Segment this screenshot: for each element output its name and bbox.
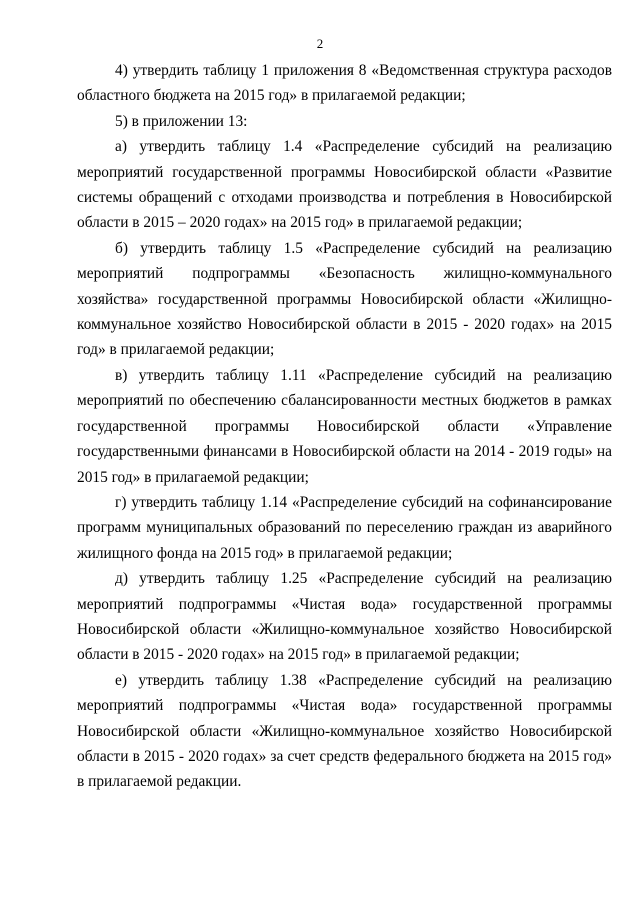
paragraph-subitem-a: а) утвердить таблицу 1.4 «Распределение субсидий на реализацию мероприятий государственной программы Новосибирской области «Развитие системы обращений с отходами производства и потребления в Новосибирской области в 2015 – 2020 годах» на 2015 год» в прилагаемой редакции; xyxy=(77,138,612,232)
paragraph-subitem-d: д) утвердить таблицу 1.25 «Распределение субсидий на реализацию мероприятий подпрограммы «Чистая вода» государственной программы Новосибирской области «Жилищно-коммунальное хозяйство Новосибирской области в 2015 - 2020 годах» на 2015 год» в прилагаемой редакции; xyxy=(77,570,612,664)
paragraph-subitem-e: е) утвердить таблицу 1.38 «Распределение субсидий на реализацию мероприятий подпрограммы «Чистая вода» государственной программы Новосибирской области «Жилищно-коммунальное хозяйство Новосибирской области в 2015 - 2020 годах» за счет средств федерального бюджета на 2015 год» в прилагаемой редакции. xyxy=(77,671,612,791)
paragraph-subitem-g: г) утвердить таблицу 1.14 «Распределение субсидий на софинансирование программ муниципальных образований по переселению граждан из аварийного жилищного фонда на 2015 год» в прилагаемой редакции; xyxy=(77,493,612,562)
document-body xyxy=(77,58,612,795)
paragraph-subitem-v: в) утвердить таблицу 1.11 «Распределение субсидий на реализацию мероприятий по обеспечению сбалансированности местных бюджетов в рамках государственной программы Новосибирской области «Управление государственными финансами в Новосибирской области на 2014 - 2019 годы» на 2015 год» в прилагаемой редакции; xyxy=(77,366,612,486)
paragraph-item-4: 4) утвердить таблицу 1 приложения 8 «Ведомственная структура расходов областного бюджета на 2015 год» в прилагаемой редакции; xyxy=(77,62,612,105)
paragraph-item-5: 5) в приложении 13: xyxy=(115,112,248,130)
paragraph-subitem-b: б) утвердить таблицу 1.5 «Распределение субсидий на реализацию мероприятий подпрограммы «Безопасность жилищно-коммунального хозяйства» государственной программы Новосибирской области «Жилищно-коммунальное хозяйство Новосибирской области в 2015 - 2020 годах» на 2015 год» в прилагаемой редакции; xyxy=(77,239,612,359)
page-number: 2 xyxy=(316,36,324,51)
